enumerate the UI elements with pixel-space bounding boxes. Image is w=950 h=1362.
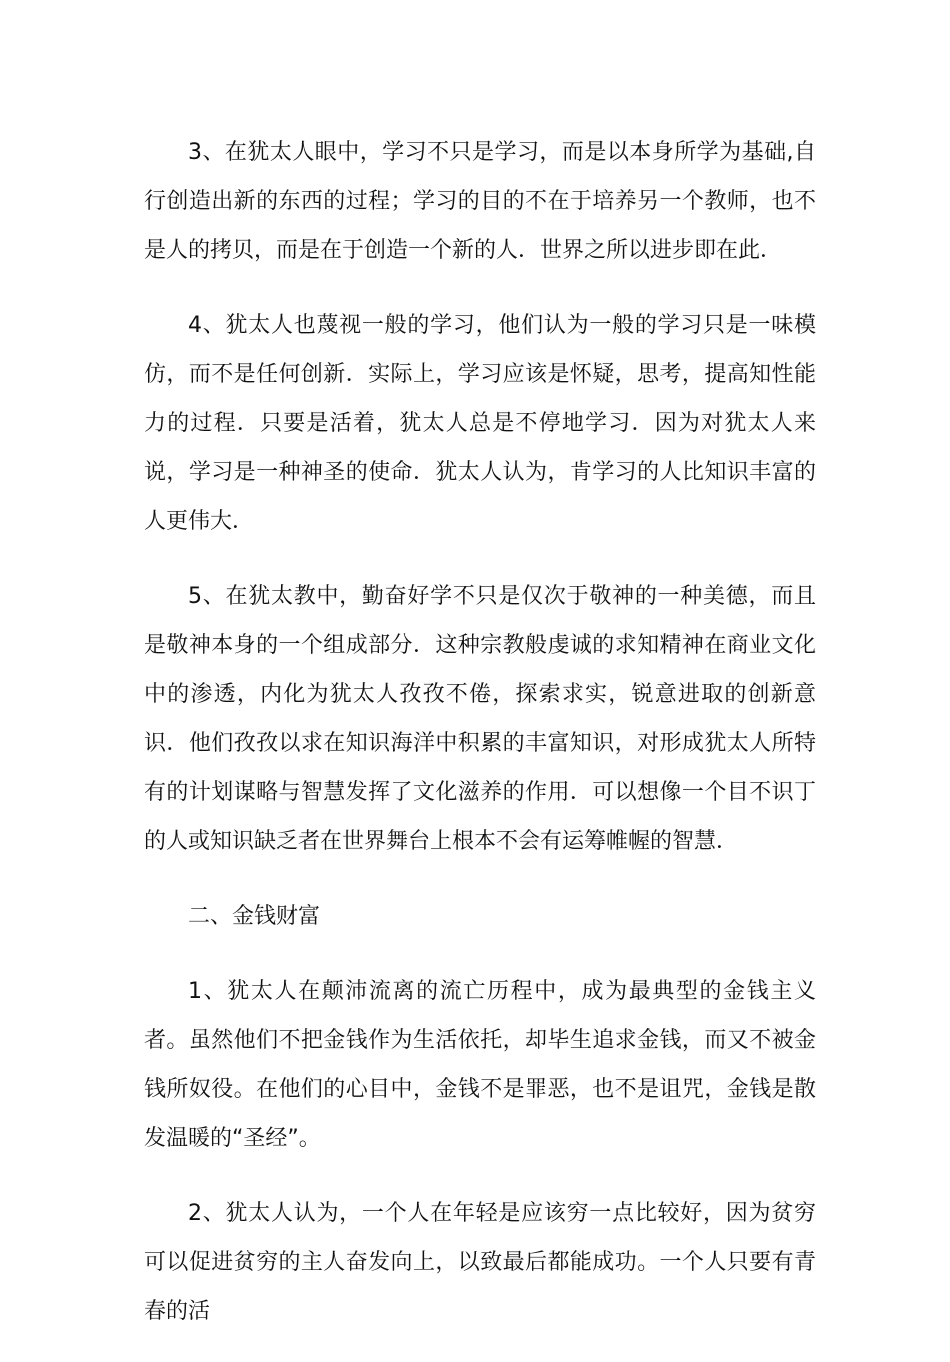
paragraph-money-1: 1、犹太人在颠沛流离的流亡历程中，成为最典型的金钱主义者。虽然他们不把金钱作为生活依托，却毕生追求金钱，而又不被金钱所奴役。在他们的心目中，金钱不是罪恶，也不是诅咒，金钱是散发温暖的“圣经”。: [144, 979, 816, 1151]
paragraph-learning-4: 4、犹太人也蔑视一般的学习，他们认为一般的学习只是一味模仿，而不是任何创新．实际上，学习应该是怀疑，思考，提高知性能力的过程．只要是活着，犹太人总是不停地学习．因为对犹太人来说，学习是一种神圣的使命．犹太人认为，肯学习的人比知识丰富的人更伟大．: [144, 313, 816, 534]
paragraph-learning-3: 3、在犹太人眼中，学习不只是学习，而是以本身所学为基础,自行创造出新的东西的过程；学习的目的不在于培养另一个教师，也不是人的拷贝，而是在于创造一个新的人．世界之所以进步即在此．: [144, 140, 816, 263]
paragraph-learning-5: 5、在犹太教中，勤奋好学不只是仅次于敬神的一种美德，而且是敬神本身的一个组成部分．这种宗教般虔诚的求知精神在商业文化中的渗透，内化为犹太人孜孜不倦，探索求实，锐意进取的创新意识．他们孜孜以求在知识海洋中积累的丰富知识，对形成犹太人所特有的计划谋略与智慧发挥了文化滋养的作用．可以想像一个目不识丁的人或知识缺乏者在世界舞台上根本不会有运筹帷幄的智慧．: [144, 584, 816, 854]
document-body: [144, 128, 816, 1362]
paragraph-money-2: 2、犹太人认为，一个人在年轻是应该穷一点比较好，因为贫穷可以促进贫穷的主人奋发向上，以致最后都能成功。一个人只要有青春的活: [144, 1201, 816, 1324]
section-heading-money: 二、金钱财富: [188, 904, 321, 929]
